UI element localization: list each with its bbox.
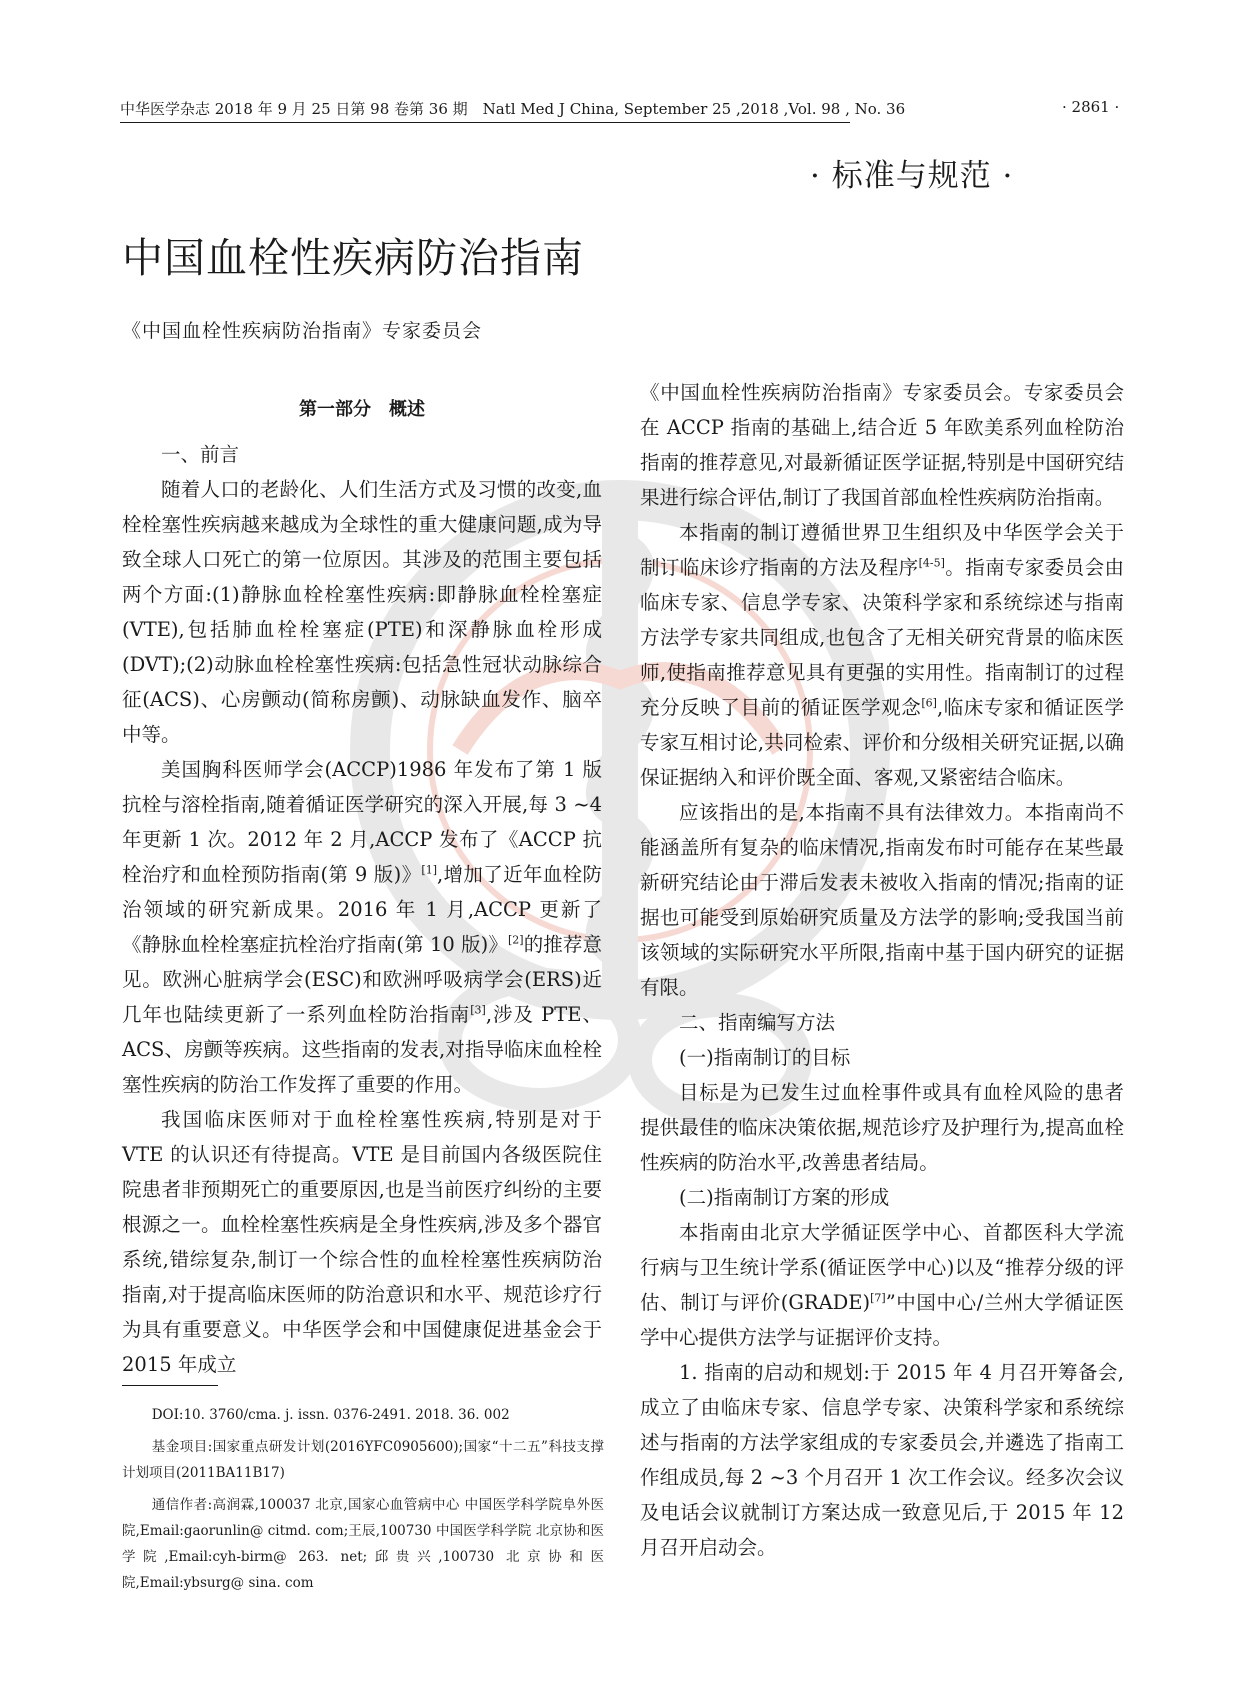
funding-note: 基金项目:国家重点研发计划(2016YFC0905600);国家“十二五”科技支撑计划项目(2011BA11B17)	[122, 1439, 604, 1481]
citation-ref: [1]	[421, 863, 438, 877]
text-run: 美国胸科医师学会(ACCP)1986 年发布了第 1 版抗栓与溶栓指南,随着循证医学研究的深入开展,每 3 ~4 年更新 1 次。2012 年 2 月,ACCP 发布了《ACCP 抗栓治疗和血栓预防指南(第 9 版)》	[122, 758, 602, 886]
paragraph	[122, 752, 602, 1102]
subsection-heading: (一)指南制订的目标	[679, 1046, 851, 1069]
citation-ref: [2]	[508, 933, 524, 947]
article-title: 中国血栓性疾病防治指南	[122, 234, 584, 282]
paragraph: 我国临床医师对于血栓栓塞性疾病,特别是对于 VTE 的认识还有待提高。VTE 是目前国内各级医院住院患者非预期死亡的重要原因,也是当前医疗纠纷的主要根源之一。血栓栓塞性疾病是全身性疾病,涉及多个器官系统,错综复杂,制订一个综合性的血栓栓塞性疾病防治指南,对于提高临床医师的防治意识和水平、规范诊疗行为具有重要意义。中华医学会和中国健康促进基金会于 2015 年成立	[122, 1108, 602, 1376]
section-label: · 标准与规范 ·	[810, 158, 1014, 194]
section-heading: 二、指南编写方法	[679, 1011, 836, 1034]
correspondence-note: 通信作者:高润霖,100037 北京,国家心血管病中心 中国医学科学院阜外医院,Email:gaorunlin@ citmd. com;王辰,100730 中国医学科学院 北京协和医学院,Email:cyh-birm@ 263. net;邱贵兴,100730 北京协和医院,Email:ybsurg@ sina. com	[122, 1497, 604, 1591]
text-run: ,增加了近年血栓防治领域的研究新成果。2016 年 1 月,ACCP 更新了《静脉血栓栓塞症抗栓治疗指南(第 10 版)》	[122, 863, 602, 956]
text-run: 的推荐意见。欧洲心脏病学会(ESC)和欧洲呼吸病学会(ERS)近几年也陆续更新了一系列血栓防治指南	[122, 933, 602, 1026]
paragraph: 《中国血栓性疾病防治指南》专家委员会。专家委员会在 ACCP 指南的基础上,结合近 5 年欧美系列血栓防治指南的推荐意见,对最新循证医学证据,特别是中国研究结果进行综合评估,制订了我国首部血栓性疾病防治指南。	[640, 381, 1124, 509]
citation-ref: [3]	[470, 1003, 486, 1017]
footnote-divider	[122, 1385, 218, 1386]
author-committee: 《中国血栓性疾病防治指南》专家委员会	[122, 320, 483, 342]
page-number: · 2861 ·	[1062, 98, 1120, 116]
running-header: 中华医学杂志 2018 年 9 月 25 日第 98 卷第 36 期 Natl Med J China, September 25 ,2018 ,Vol. 98 , No. 36	[120, 98, 850, 123]
citation-ref: [7]	[870, 1291, 886, 1305]
text-run: ”中国中心/兰州大学循证医学中心提供方法学与证据评价支持。	[640, 1291, 1124, 1349]
paragraph	[640, 515, 1124, 795]
paragraph: 1. 指南的启动和规划:于 2015 年 4 月召开筹备会,成立了由临床专家、信息学专家、决策科学家和系统综述与指南的方法学家组成的专家委员会,并遴选了指南工作组成员,每 2 ~3 个月召开 1 次工作会议。经多次会议及电话会议就制订方案达成一致意见后,于 2015 年 12 月召开启动会。	[640, 1361, 1124, 1559]
paragraph: 应该指出的是,本指南不具有法律效力。本指南尚不能涵盖所有复杂的临床情况,指南发布时可能存在某些最新研究结论由于滞后发表未被收入指南的情况;指南的证据也可能受到原始研究质量及方法学的影响;受我国当前该领域的实际研究水平所限,指南中基于国内研究的证据有限。	[640, 801, 1124, 999]
text-run: ,临床专家和循证医学专家互相讨论,共同检索、评价和分级相关研究证据,以确保证据纳入和评价既全面、客观,又紧密结合临床。	[640, 696, 1124, 789]
left-column	[122, 392, 602, 1382]
part-heading: 第一部分 概述	[299, 399, 425, 420]
text-run: ,涉及 PTE、ACS、房颤等疾病。这些指南的发表,对指导临床血栓栓塞性疾病的防治工作发挥了重要的作用。	[122, 1003, 602, 1096]
subsection-heading: (二)指南制订方案的形成	[679, 1186, 890, 1209]
subheading-intro: 一、前言	[161, 443, 240, 466]
doi-note: DOI:10. 3760/cma. j. issn. 0376-2491. 2018. 36. 002	[151, 1407, 510, 1423]
text-run: 本指南由北京大学循证医学中心、首都医科大学流行病与卫生统计学系(循证医学中心)以及“推荐分级的评估、制订与评价(GRADE)	[640, 1221, 1124, 1314]
citation-ref: [4-5]	[918, 556, 945, 570]
text-run: 。指南专家委员会由临床专家、信息学专家、决策科学家和系统综述与指南方法学专家共同组成,也包含了无相关研究背景的临床医师,使指南推荐意见具有更强的实用性。指南制订的过程充分反映了目前的循证医学观念	[640, 556, 1124, 719]
text-run: 本指南的制订遵循世界卫生组织及中华医学会关于制订临床诊疗指南的方法及程序	[640, 521, 1124, 579]
paragraph: 目标是为已发生过血栓事件或具有血栓风险的患者提供最佳的临床决策依据,规范诊疗及护理行为,提高血栓性疾病的防治水平,改善患者结局。	[640, 1081, 1124, 1174]
paragraph	[640, 1215, 1124, 1355]
footnotes	[122, 1402, 604, 1602]
citation-ref: [6]	[921, 696, 937, 710]
right-column	[640, 375, 1124, 1565]
paragraph: 随着人口的老龄化、人们生活方式及习惯的改变,血栓栓塞性疾病越来越成为全球性的重大健康问题,成为导致全球人口死亡的第一位原因。其涉及的范围主要包括两个方面:(1)静脉血栓栓塞性疾病:即静脉血栓栓塞症(VTE),包括肺血栓栓塞症(PTE)和深静脉血栓形成(DVT);(2)动脉血栓栓塞性疾病:包括急性冠状动脉综合征(ACS)、心房颤动(简称房颤)、动脉缺血发作、脑卒中等。	[122, 478, 602, 746]
